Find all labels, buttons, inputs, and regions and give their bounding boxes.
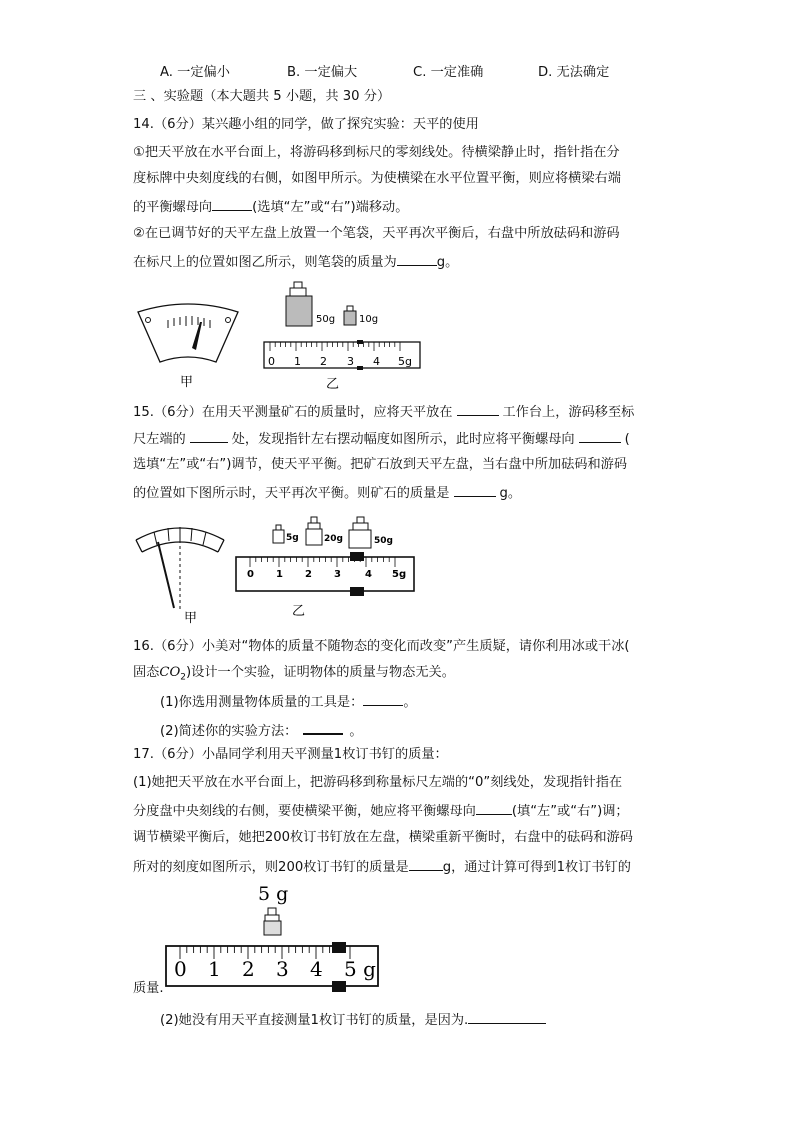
option-d: D. 无法确定 [538,65,610,80]
q15-weight-5g [273,525,299,543]
q14-p1-line3-a: 的平衡螺母向 [133,200,213,215]
q14-stem: 14.（6分）某兴趣小组的同学，做了探究实验：天平的使用 [133,117,479,132]
q16-sub2 [160,720,363,741]
q17-tick-1: 1 [208,957,221,981]
q15-answer-blank-2[interactable] [190,429,228,443]
q15-rider-top [350,552,364,561]
q14-p1-line3-b: (选填“左”或“右”)端移动。 [252,200,409,215]
q14-fig-yi-label: 乙 [326,377,340,392]
q14-tick-3: 3 [347,355,354,368]
q14-answer-blank-1[interactable] [212,197,252,211]
q15-fig-jia-label: 甲 [184,611,198,626]
q14-p2-line2 [133,252,458,272]
q15-rule-figure [232,515,418,627]
q14-tick-4: 4 [373,355,380,368]
q17-line2-b: (填“左”或“右”)调； [511,804,629,819]
q15-line2-a: 尺左端的 [133,432,186,447]
q15-line1-b: 工作台上，游码移至标 [502,405,635,420]
q15-tick-4: 4 [365,569,372,580]
q17-answer-blank-3[interactable] [468,1010,546,1024]
q17-sub2 [160,1010,546,1030]
q15-answer-blank-1[interactable] [457,402,499,416]
q17-tick-0: 0 [174,957,187,981]
q14-p1-line1: ①把天平放在水平台面上，将游码移到标尺的零刻线处。待横梁静止时，指针指在分 [133,145,620,160]
q15-tick-3: 3 [334,569,341,580]
q15-tick-1: 1 [276,569,283,580]
q15-weight-20g-label: 20g [324,534,343,544]
q16-sub1-a: (1)你选用测量物体质量的工具是： [160,695,364,710]
q14-tick-5g: 5g [398,355,412,368]
q15-weight-5g-label: 5g [286,533,299,543]
q15-dial-figure [132,518,232,628]
q15-line4 [133,483,521,503]
option-a: A. 一定偏小 [160,65,230,80]
q16-line2-b: )设计一个实验，证明物体的质量与物态无关。 [186,665,455,680]
section-title: 三 、实验题（本大题共 5 小题，共 30 分） [133,89,391,104]
q14-weight-50g-label: 50g [316,314,336,325]
q16-formula-sub: 2 [180,672,187,683]
q17-line2-a: 分度盘中央刻线的右侧，要使横梁平衡，她应将平衡螺母向 [133,804,476,819]
q14-p1-line2: 度标牌中央刻度线的右侧，如图甲所示。为使横梁在水平位置平衡，则应将横梁右端 [133,171,621,186]
q16-line1: 16.（6分）小美对“物体的质量不随物态的变化而改变”产生质疑，请你利用冰或干冰( [133,639,630,654]
q14-weight-10g [344,306,378,325]
q14-weight-10g-label: 10g [359,314,379,325]
q16-sub1-b: 。 [403,695,417,710]
q15-weight-20g [306,517,343,545]
q16-line2 [133,664,455,687]
q15-tick-2: 2 [305,569,312,580]
q16-answer-blank-1[interactable] [363,692,403,706]
q15-line1-a: 15.（6分）在用天平测量矿石的质量时，应将天平放在 [133,405,453,420]
q15-line4-b: g。 [499,486,522,501]
q15-line2-b: 处，发现指针左右摆动幅度如图所示，此时应将平衡螺母向 [231,432,575,447]
q17-line1: (1)她把天平放在水平台面上，把游码移到称量标尺左端的“0”刻线处，发现指针指在 [133,775,623,790]
q14-p2-line2-a: 在标尺上的位置如图乙所示，则笔袋的质量为 [133,255,397,270]
q17-line4-b: g，通过计算可得到1枚订书钉的 [442,860,631,875]
q14-p2-line1: ②在已调节好的天平左盘上放置一个笔袋，天平再次平衡后，右盘中所放砝码和游码 [133,226,620,241]
q14-p1-line3 [133,197,408,217]
q17-tick-2: 2 [242,957,255,981]
q17-line2 [133,801,629,821]
q16-sub2-b: 。 [349,724,363,739]
q17-tick-5g: 5 g [344,957,376,981]
q15-line4-a: 的位置如下图所示时，天平再次平衡。则矿石的质量是 [133,486,450,501]
q15-weight-50g-label: 50g [374,536,393,546]
q15-rule [236,557,414,591]
q14-tick-1: 1 [294,355,301,368]
q17-tick-4: 4 [310,957,323,981]
q15-line2-c: ( [624,432,630,447]
q17-line3: 调节横梁平衡后，她把200枚订书钉放在左盘，横梁重新平衡时，右盘中的砝码和游码 [133,830,633,845]
q15-answer-blank-3[interactable] [579,429,621,443]
q17-stem: 17.（6分）小晶同学利用天平测量1枚订书钉的质量： [133,747,448,762]
q17-rider-top [332,942,346,953]
option-b: B. 一定偏大 [287,65,358,80]
q16-sub2-a: (2)简述你的实验方法： [160,724,298,739]
q14-rider-bottom [357,366,363,370]
q14-tick-2: 2 [320,355,327,368]
q14-answer-blank-2[interactable] [397,252,437,266]
q14-fig-jia-label: 甲 [180,375,194,390]
q17-answer-blank-2[interactable] [409,857,443,871]
q14-rule-figure [258,280,428,392]
q17-sub2-a: (2)她没有用天平直接测量1枚订书钉的质量，是因为. [160,1013,469,1028]
q14-tick-0: 0 [268,355,275,368]
q15-line1 [133,402,634,422]
q15-weight-50g [349,517,393,548]
q17-line4-a: 所对的刻度如图所示，则200枚订书钉的质量是 [133,860,409,875]
q17-weight-5g [258,883,288,935]
q15-fig-yi-label: 乙 [292,604,306,619]
q17-rider-bottom [332,981,346,992]
q17-tick-3: 3 [276,957,289,981]
q14-weight-50g [286,282,335,326]
q17-rule-figure [160,878,384,998]
q17-after-figure: 质量. [133,981,164,996]
q17-weight-label: 5 g [258,883,289,905]
q16-formula: CO [159,665,181,680]
q15-line2 [133,429,630,449]
q14-dial-figure [134,300,244,392]
q16-line2-a: 固态 [133,665,160,680]
q15-dial-pointer [158,542,174,608]
q15-tick-5g: 5g [392,569,407,580]
q17-answer-blank-1[interactable] [476,801,512,815]
q15-answer-blank-4[interactable] [454,483,496,497]
q14-rider-top [357,340,363,344]
q14-rule [264,342,420,368]
q15-tick-0: 0 [247,569,254,580]
q16-sub1 [160,692,417,712]
option-c: C. 一定准确 [413,65,484,80]
q14-p2-line2-b: g。 [436,255,459,270]
q14-dial-plate [138,304,238,362]
q15-line3: 选填“左”或“右”)调节，使天平平衡。把矿石放到天平左盘，当右盘中所加砝码和游码 [133,457,628,472]
q17-line4 [133,857,631,877]
q15-rider-bottom [350,587,364,596]
q16-answer-blank-2[interactable] [303,720,343,735]
